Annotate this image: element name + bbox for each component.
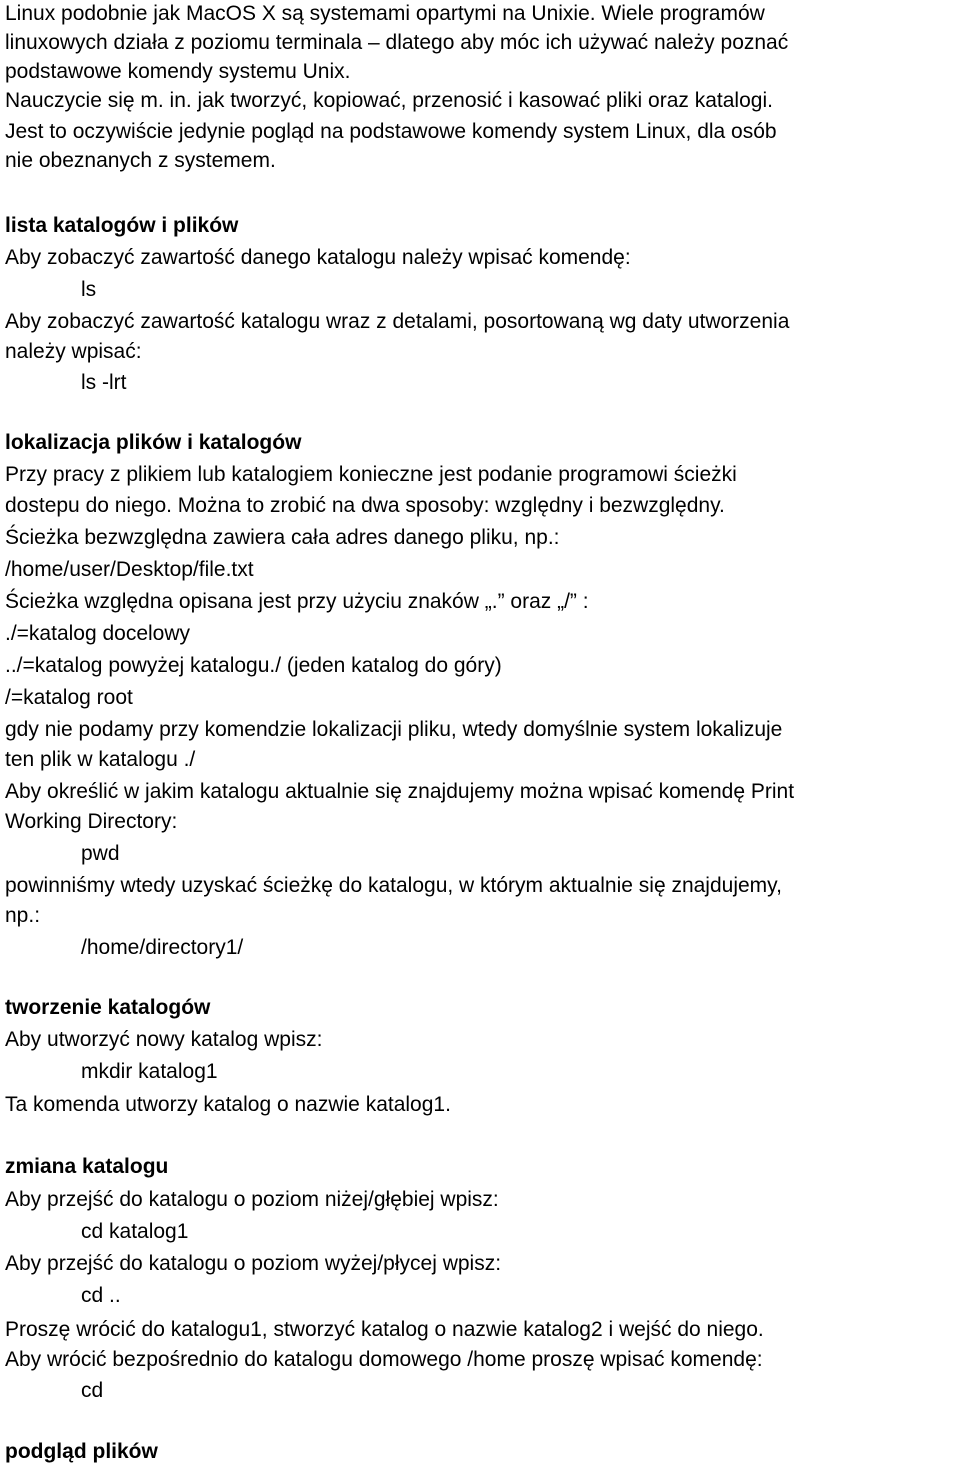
command-line: cd ..: [81, 1284, 121, 1307]
command-line: ls: [81, 278, 97, 301]
intro-line: podstawowe komendy systemu Unix.: [5, 60, 351, 83]
body-line: ./=katalog docelowy: [5, 622, 191, 645]
body-line: Aby wrócić bezpośrednio do katalogu domowego /home proszę wpisać komendę:: [5, 1348, 763, 1371]
body-line: Aby przejść do katalogu o poziom wyżej/płycej wpisz:: [5, 1252, 502, 1275]
intro-line: Nauczycie się m. in. jak tworzyć, kopiować, przenosić i kasować pliki oraz katalogi.: [5, 89, 773, 112]
body-line: Proszę wrócić do katalogu1, stworzyć katalog o nazwie katalog2 i wejść do niego.: [5, 1318, 764, 1341]
body-line: Ścieżka bezwzględna zawiera cała adres danego pliku, np.:: [5, 526, 560, 549]
command-line: ls -lrt: [81, 371, 127, 394]
body-line: /home/user/Desktop/file.txt: [5, 558, 254, 581]
section-heading-lista: lista katalogów i plików: [5, 214, 239, 237]
command-line: /home/directory1/: [81, 936, 244, 959]
body-line: Przy pracy z plikiem lub katalogiem konieczne jest podanie programowi ścieżki: [5, 463, 737, 486]
body-line: ../=katalog powyżej katalogu./ (jeden katalog do góry): [5, 654, 502, 677]
body-line: należy wpisać:: [5, 340, 142, 363]
body-line: /=katalog root: [5, 686, 133, 709]
body-line: powinniśmy wtedy uzyskać ścieżkę do katalogu, w którym aktualnie się znajdujemy,: [5, 874, 782, 897]
body-line: Aby utworzyć nowy katalog wpisz:: [5, 1028, 323, 1051]
command-line: mkdir katalog1: [81, 1060, 218, 1083]
body-line: Aby określić w jakim katalogu aktualnie się znajdujemy można wpisać komendę Print: [5, 780, 795, 803]
section-heading-lokalizacja: lokalizacja plików i katalogów: [5, 431, 302, 454]
body-line: gdy nie podamy przy komendzie lokalizacji pliku, wtedy domyślnie system lokalizuje: [5, 718, 783, 741]
intro-line: nie obeznanych z systemem.: [5, 149, 276, 172]
command-line: pwd: [81, 842, 120, 865]
section-heading-zmiana: zmiana katalogu: [5, 1155, 169, 1178]
body-line: Aby zobaczyć zawartość katalogu wraz z detalami, posortowaną wg daty utworzenia: [5, 310, 790, 333]
section-heading-podglad: podgląd plików: [5, 1440, 158, 1463]
body-line: np.:: [5, 904, 41, 927]
section-heading-tworzenie: tworzenie katalogów: [5, 996, 211, 1019]
body-line: Aby zobaczyć zawartość danego katalogu należy wpisać komendę:: [5, 246, 631, 269]
intro-line: linuxowych działa z poziomu terminala – dlatego aby móc ich używać należy poznać: [5, 31, 789, 54]
command-line: cd: [81, 1379, 104, 1402]
body-line: Ta komenda utworzy katalog o nazwie katalog1.: [5, 1093, 451, 1116]
intro-line: Linux podobnie jak MacOS X są systemami opartymi na Unixie. Wiele programów: [5, 2, 765, 25]
body-line: dostepu do niego. Można to zrobić na dwa sposoby: względny i bezwzględny.: [5, 494, 725, 517]
body-line: Working Directory:: [5, 810, 178, 833]
body-line: Aby przejść do katalogu o poziom niżej/głębiej wpisz:: [5, 1188, 499, 1211]
body-line: ten plik w katalogu ./: [5, 748, 196, 771]
intro-line: Jest to oczywiście jedynie pogląd na podstawowe komendy system Linux, dla osób: [5, 120, 777, 143]
command-line: cd katalog1: [81, 1220, 189, 1243]
body-line: Ścieżka względna opisana jest przy użyciu znaków „.” oraz „/” :: [5, 590, 589, 613]
